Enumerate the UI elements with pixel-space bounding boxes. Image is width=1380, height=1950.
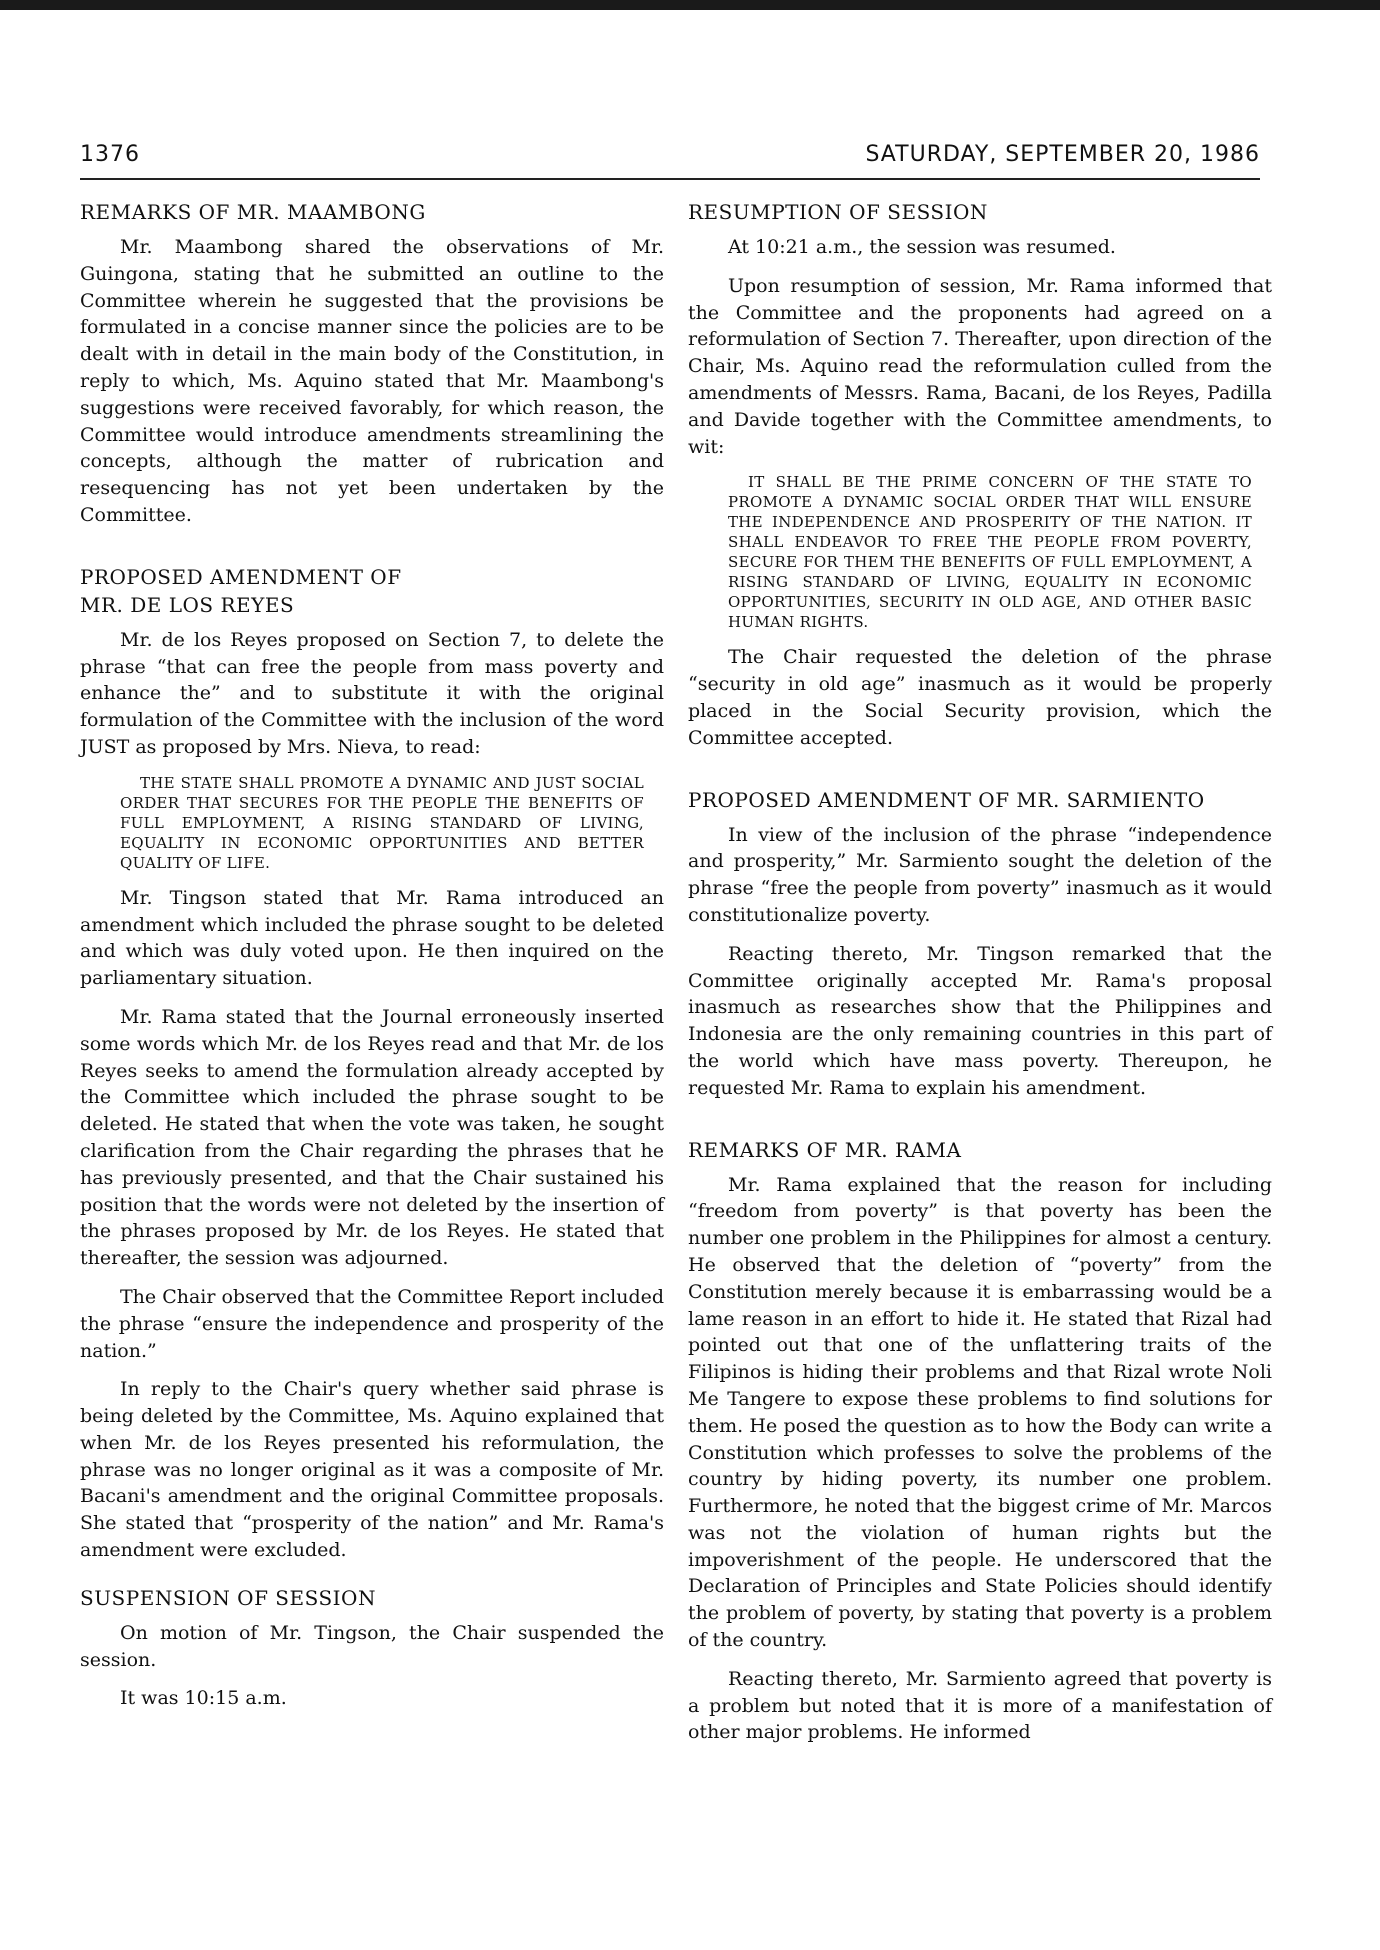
paragraph: The Chair observed that the Committee Report included the phrase “ensure the independence and prosperity of the nation.” [80, 1285, 665, 1362]
paragraph: On motion of Mr. Tingson, the Chair suspended the session. [80, 1621, 664, 1671]
heading-line-1: PROPOSED AMENDMENT OF [80, 564, 402, 589]
paragraph: The Chair requested the deletion of the phrase “security in old age” inasmuch as it would be properly placed in the Social Security provision, which the Committee accepted. [688, 646, 1272, 749]
paragraph: Upon resumption of session, Mr. Rama informed that the Committee and the proponents had agreed on a reformulation of Section 7. Thereafter, upon direction of the Chair, Ms. Aquino read the reformulation culled from the amendments of Messrs. Rama, Bacani, de los Reyes, Padilla and Davide together with the Committee amendments, to wit: [688, 274, 1272, 458]
heading-remarks-rama: REMARKS OF MR. RAMA [688, 1137, 962, 1162]
left-column [80, 198, 664, 1724]
heading-resumption: RESUMPTION OF SESSION [688, 200, 988, 224]
heading-remarks-maambong: REMARKS OF MR. MAAMBONG [80, 200, 426, 224]
paragraph: In reply to the Chair's query whether said phrase is being deleted by the Committee, Ms. Aquino explained that when Mr. de los Reyes presented his reformulation, the phrase was no longer original as it was a composite of Mr. Bacani's amendment and the original Committee proposals. She stated that “prosperity of the nation” and Mr. Rama's amendment were excluded. [80, 1378, 664, 1562]
paragraph: Mr. Rama stated that the Journal erroneously inserted some words which Mr. de los Reyes read and that Mr. de los Reyes seeks to amend the formulation already accepted by the Committee which included the phrase sought to be deleted. He stated that when the vote was taken, he sought clarification from the Chair regarding the phrases that he has previously presented, and that the Chair sustained his position that the words were not deleted by the insertion of the phrases proposed by Mr. de los Reyes. He stated that thereafter, the session was adjourned. [80, 1005, 664, 1270]
page-date: SATURDAY, SEPTEMBER 20, 1986 [865, 142, 1260, 167]
heading-amendment-de-los-reyes [80, 563, 664, 619]
paragraph: In view of the inclusion of the phrase “independence and prosperity,” Mr. Sarmiento sought the deletion of the phrase “free the people from poverty” inasmuch as it would constitutionalize poverty. [688, 823, 1272, 926]
scan-top-edge [0, 0, 1380, 10]
page-header [80, 142, 1260, 178]
heading-amendment-sarmiento: PROPOSED AMENDMENT OF MR. SARMIENTO [688, 787, 1205, 812]
right-column [688, 198, 1272, 1758]
block-quote: THE STATE SHALL PROMOTE A DYNAMIC AND JUST SOCIAL ORDER THAT SECURES FOR THE PEOPLE THE BENEFITS OF FULL EMPLOYMENT, A RISING STANDARD OF LIVING, EQUALITY IN ECONOMIC OPPORTUNITIES AND BETTER QUALITY OF LIFE. [120, 773, 644, 872]
paragraph: At 10:21 a.m., the session was resumed. [728, 236, 1116, 258]
header-rule [80, 178, 1260, 180]
page-number: 1376 [80, 142, 140, 167]
heading-line-2: MR. DE LOS REYES [80, 592, 295, 617]
paragraph: Mr. de los Reyes proposed on Section 7, to delete the phrase “that can free the people from mass poverty and enhance the” and to substitute it with the original formulation of the Committee with the inclusion of the word JUST as proposed by Mrs. Nieva, to read: [80, 628, 664, 758]
heading-suspension: SUSPENSION OF SESSION [80, 1585, 376, 1610]
block-quote: IT SHALL BE THE PRIME CONCERN OF THE STATE TO PROMOTE A DYNAMIC SOCIAL ORDER THAT WILL ENSURE THE INDEPENDENCE AND PROSPERITY OF THE NATION. IT SHALL ENDEAVOR TO FREE THE PEOPLE FROM POVERTY, SECURE FOR THEM THE BENEFITS OF FULL EMPLOYMENT, A RISING STANDARD OF LIVING, EQUALITY IN ECONOMIC OPPORTUNITIES, SECURITY IN OLD AGE, AND OTHER BASIC HUMAN RIGHTS. [728, 473, 1252, 632]
paragraph: Reacting thereto, Mr. Tingson remarked that the Committee originally accepted Mr. Rama's proposal inasmuch as researches show that the Philippines and Indonesia are the only remaining countries in this part of the world which have mass poverty. Thereupon, he requested Mr. Rama to explain his amendment. [688, 942, 1272, 1099]
paragraph: Mr. Tingson stated that Mr. Rama introduced an amendment which included the phrase sought to be deleted and which was duly voted upon. He then inquired on the parliamentary situation. [80, 886, 664, 990]
paragraph: It was 10:15 a.m. [120, 1687, 287, 1710]
paragraph: Reacting thereto, Mr. Sarmiento agreed that poverty is a problem but noted that it is more of a manifestation of other major problems. He informed [688, 1667, 1272, 1744]
paragraph: Mr. Maambong shared the observations of Mr. Guingona, stating that he submitted an outline to the Committee wherein he suggested that the provisions be formulated in a concise manner since the policies are to be dealt with in detail in the main body of the Constitution, in reply to which, Ms. Aquino stated that Mr. Maambong's suggestions were received favorably, for which reason, the Committee would introduce amendments streamlining the concepts, although the matter of rubrication and resequencing has not yet been undertaken by the Committee. [80, 236, 664, 526]
paragraph: Mr. Rama explained that the reason for including “freedom from poverty” is that poverty has been the number one problem in the Philippines for almost a century. He observed that the deletion of “poverty” from the Constitution merely because it is embarrassing would be a lame reason in an effort to hide it. He stated that Rizal had pointed out that one of the unflattering traits of the Filipinos is hiding their problems and that Rizal wrote Noli Me Tangere to expose these problems to find solutions for them. He posed the question as to how the Body can write a Constitution which professes to solve the problems of the country by hiding poverty, its number one problem. Furthermore, he noted that the biggest crime of Mr. Marcos was not the violation of human rights but the impoverishment of the people. He underscored that the Declaration of Principles and State Policies should identify the problem of poverty, by stating that poverty is a problem of the country. [688, 1173, 1272, 1652]
